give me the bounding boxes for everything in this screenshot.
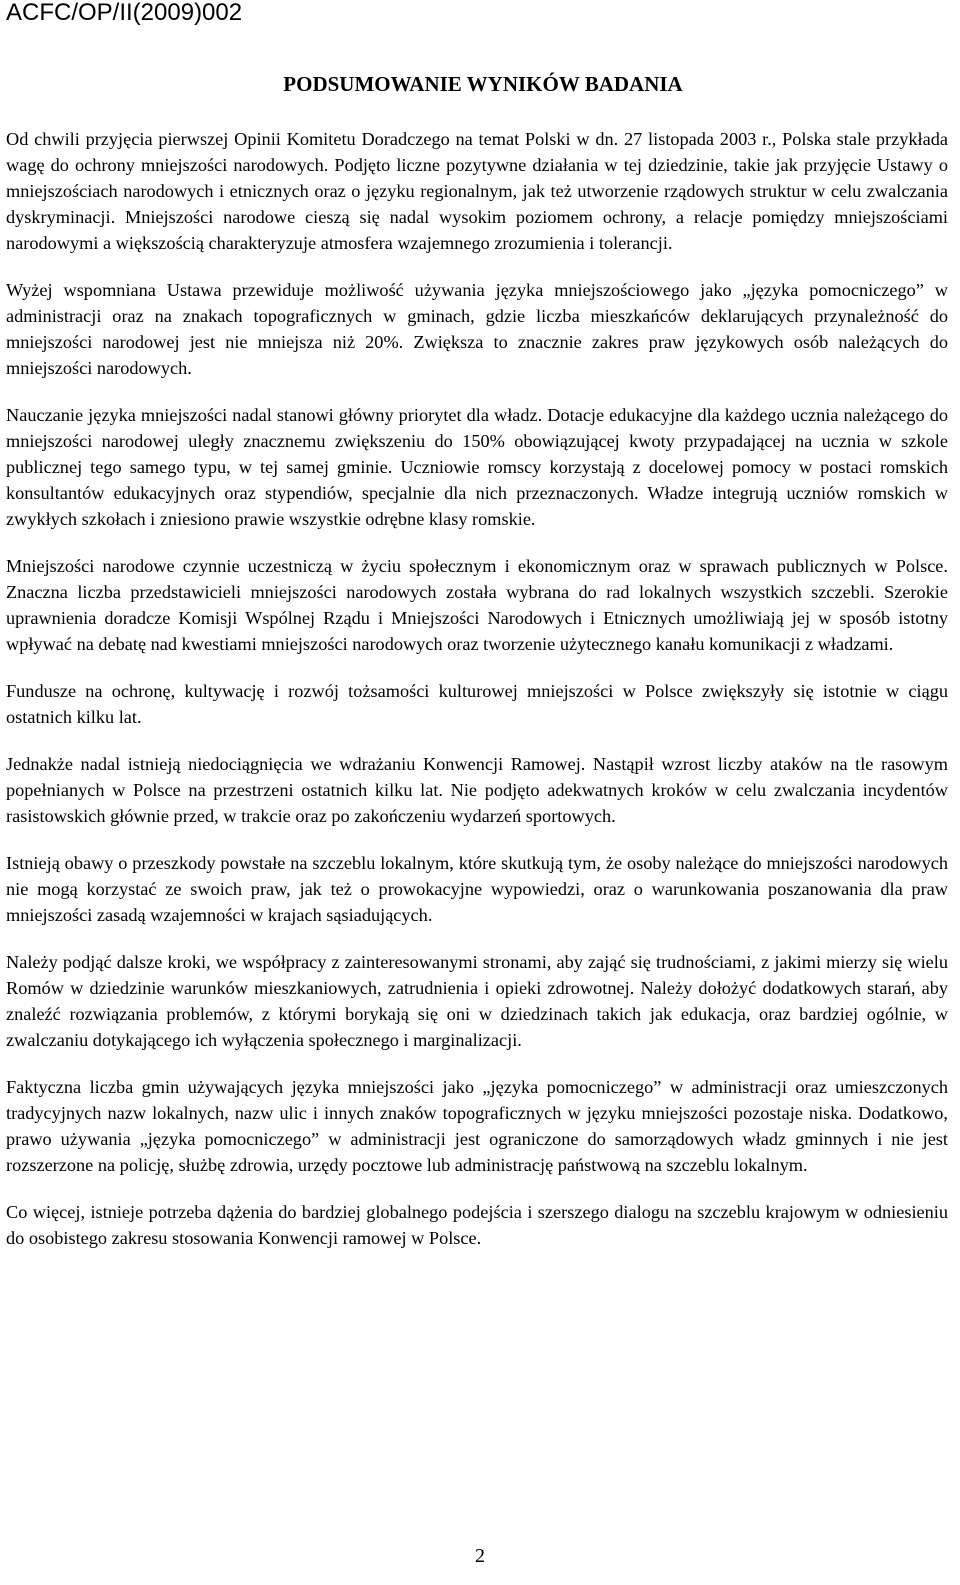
paragraph-1: Od chwili przyjęcia pierwszej Opinii Komitetu Doradczego na temat Polski w dn. 27 listopada 2003 r., Polska stale przykłada wagę do ochrony mniejszości narodowych. Podjęto liczne pozytywne działania w tej dziedzinie, takie jak przyjęcie Ustawy o mniejszościach narodowych i etnicznych oraz o języku regionalnym, jak też utworzenie rządowych struktur w celu zwalczania dyskryminacji. Mniejszości narodowe cieszą się nadal wysokim poziomem ochrony, a relacje pomiędzy mniejszościami narodowymi a większością charakteryzuje atmosfera wzajemnego zrozumienia i tolerancji. [6,129,948,253]
page-number: 2 [475,1545,485,1567]
paragraph-10: Co więcej, istnieje potrzeba dążenia do bardziej globalnego podejścia i szerszego dialogu na szczeblu krajowym w odniesieniu do osobistego zakresu stosowania Konwencji ramowej w Polsce. [6,1202,948,1248]
page-title: PODSUMOWANIE WYNIKÓW BADANIA [283,72,683,96]
paragraph-2: Wyżej wspomniana Ustawa przewiduje możliwość używania języka mniejszościowego jako „języka pomocniczego” w administracji oraz na znakach topograficznych w gminach, gdzie liczba mieszkańców deklarujących przynależność do mniejszości narodowej jest nie mniejsza niż 20%. Zwiększa to znacznie zakres praw językowych osób należących do mniejszości narodowych. [6,280,948,378]
paragraph-8: Należy podjąć dalsze kroki, we współpracy z zainteresowanymi stronami, aby zająć się trudnościami, z jakimi mierzy się wielu Romów w dziedzinie warunków mieszkaniowych, zatrudnienia i opieki zdrowotnej. Należy dołożyć dodatkowych starań, aby znaleźć rozwiązania problemów, z którymi borykają się oni w dziedzinach takich jak edukacja, oraz bardziej ogólnie, w zwalczaniu dotykającego ich wyłączenia społecznego i marginalizacji. [6,952,948,1050]
paragraph-7: Istnieją obawy o przeszkody powstałe na szczeblu lokalnym, które skutkują tym, że osoby należące do mniejszości narodowych nie mogą korzystać ze swoich praw, jak też o prowokacyjne wypowiedzi, oraz o warunkowania poszanowania dla praw mniejszości zasadą wzajemności w krajach sąsiadujących. [6,853,948,925]
paragraph-9: Faktyczna liczba gmin używających języka mniejszości jako „języka pomocniczego” w administracji oraz umieszczonych tradycyjnych nazw lokalnych, nazw ulic i innych znaków topograficznych w języku mniejszości pozostaje niska. Dodatkowo, prawo używania „języka pomocniczego” w administracji jest ograniczone do samorządowych władz gminnych i nie jest rozszerzone na policję, służbę zdrowia, urzędy pocztowe lub administrację państwową na szczeblu lokalnym. [6,1077,948,1175]
paragraph-5: Fundusze na ochronę, kultywację i rozwój tożsamości kulturowej mniejszości w Polsce zwiększyły się istotnie w ciągu ostatnich kilku lat. [6,681,948,727]
paragraph-6: Jednakże nadal istnieją niedociągnięcia we wdrażaniu Konwencji Ramowej. Nastąpił wzrost liczby ataków na tle rasowym popełnianych w Polsce na przestrzeni ostatnich kilku lat. Nie podjęto adekwatnych kroków w celu zwalczania incydentów rasistowskich głównie przed, w trakcie oraz po zakończeniu wydarzeń sportowych. [6,754,948,826]
paragraph-3: Nauczanie języka mniejszości nadal stanowi główny priorytet dla władz. Dotacje edukacyjne dla każdego ucznia należącego do mniejszości narodowej uległy znacznemu zwiększeniu do 150% obowiązującej kwoty przypadającej na ucznia w szkole publicznej tego samego typu, w tej samej gminie. Uczniowie romscy korzystają z docelowej pomocy w postaci romskich konsultantów edukacyjnych oraz stypendiów, specjalnie dla nich przeznaczonych. Władze integrują uczniów romskich w zwykłych szkołach i zniesiono prawie wszystkie odrębne klasy romskie. [6,405,948,529]
document-reference: ACFC/OP/II(2009)002 [6,0,243,26]
paragraph-4: Mniejszości narodowe czynnie uczestniczą w życiu społecznym i ekonomicznym oraz w sprawach publicznych w Polsce. Znaczna liczba przedstawicieli mniejszości narodowych została wybrana do rad lokalnych wszystkich szczebli. Szerokie uprawnienia doradcze Komisji Wspólnej Rządu i Mniejszości Narodowych i Etnicznych umożliwiają jej w sposób istotny wpływać na debatę nad kwestiami mniejszości narodowych oraz tworzenie użytecznego kanału komunikacji z władzami. [6,556,948,654]
document-body [6,126,948,1272]
